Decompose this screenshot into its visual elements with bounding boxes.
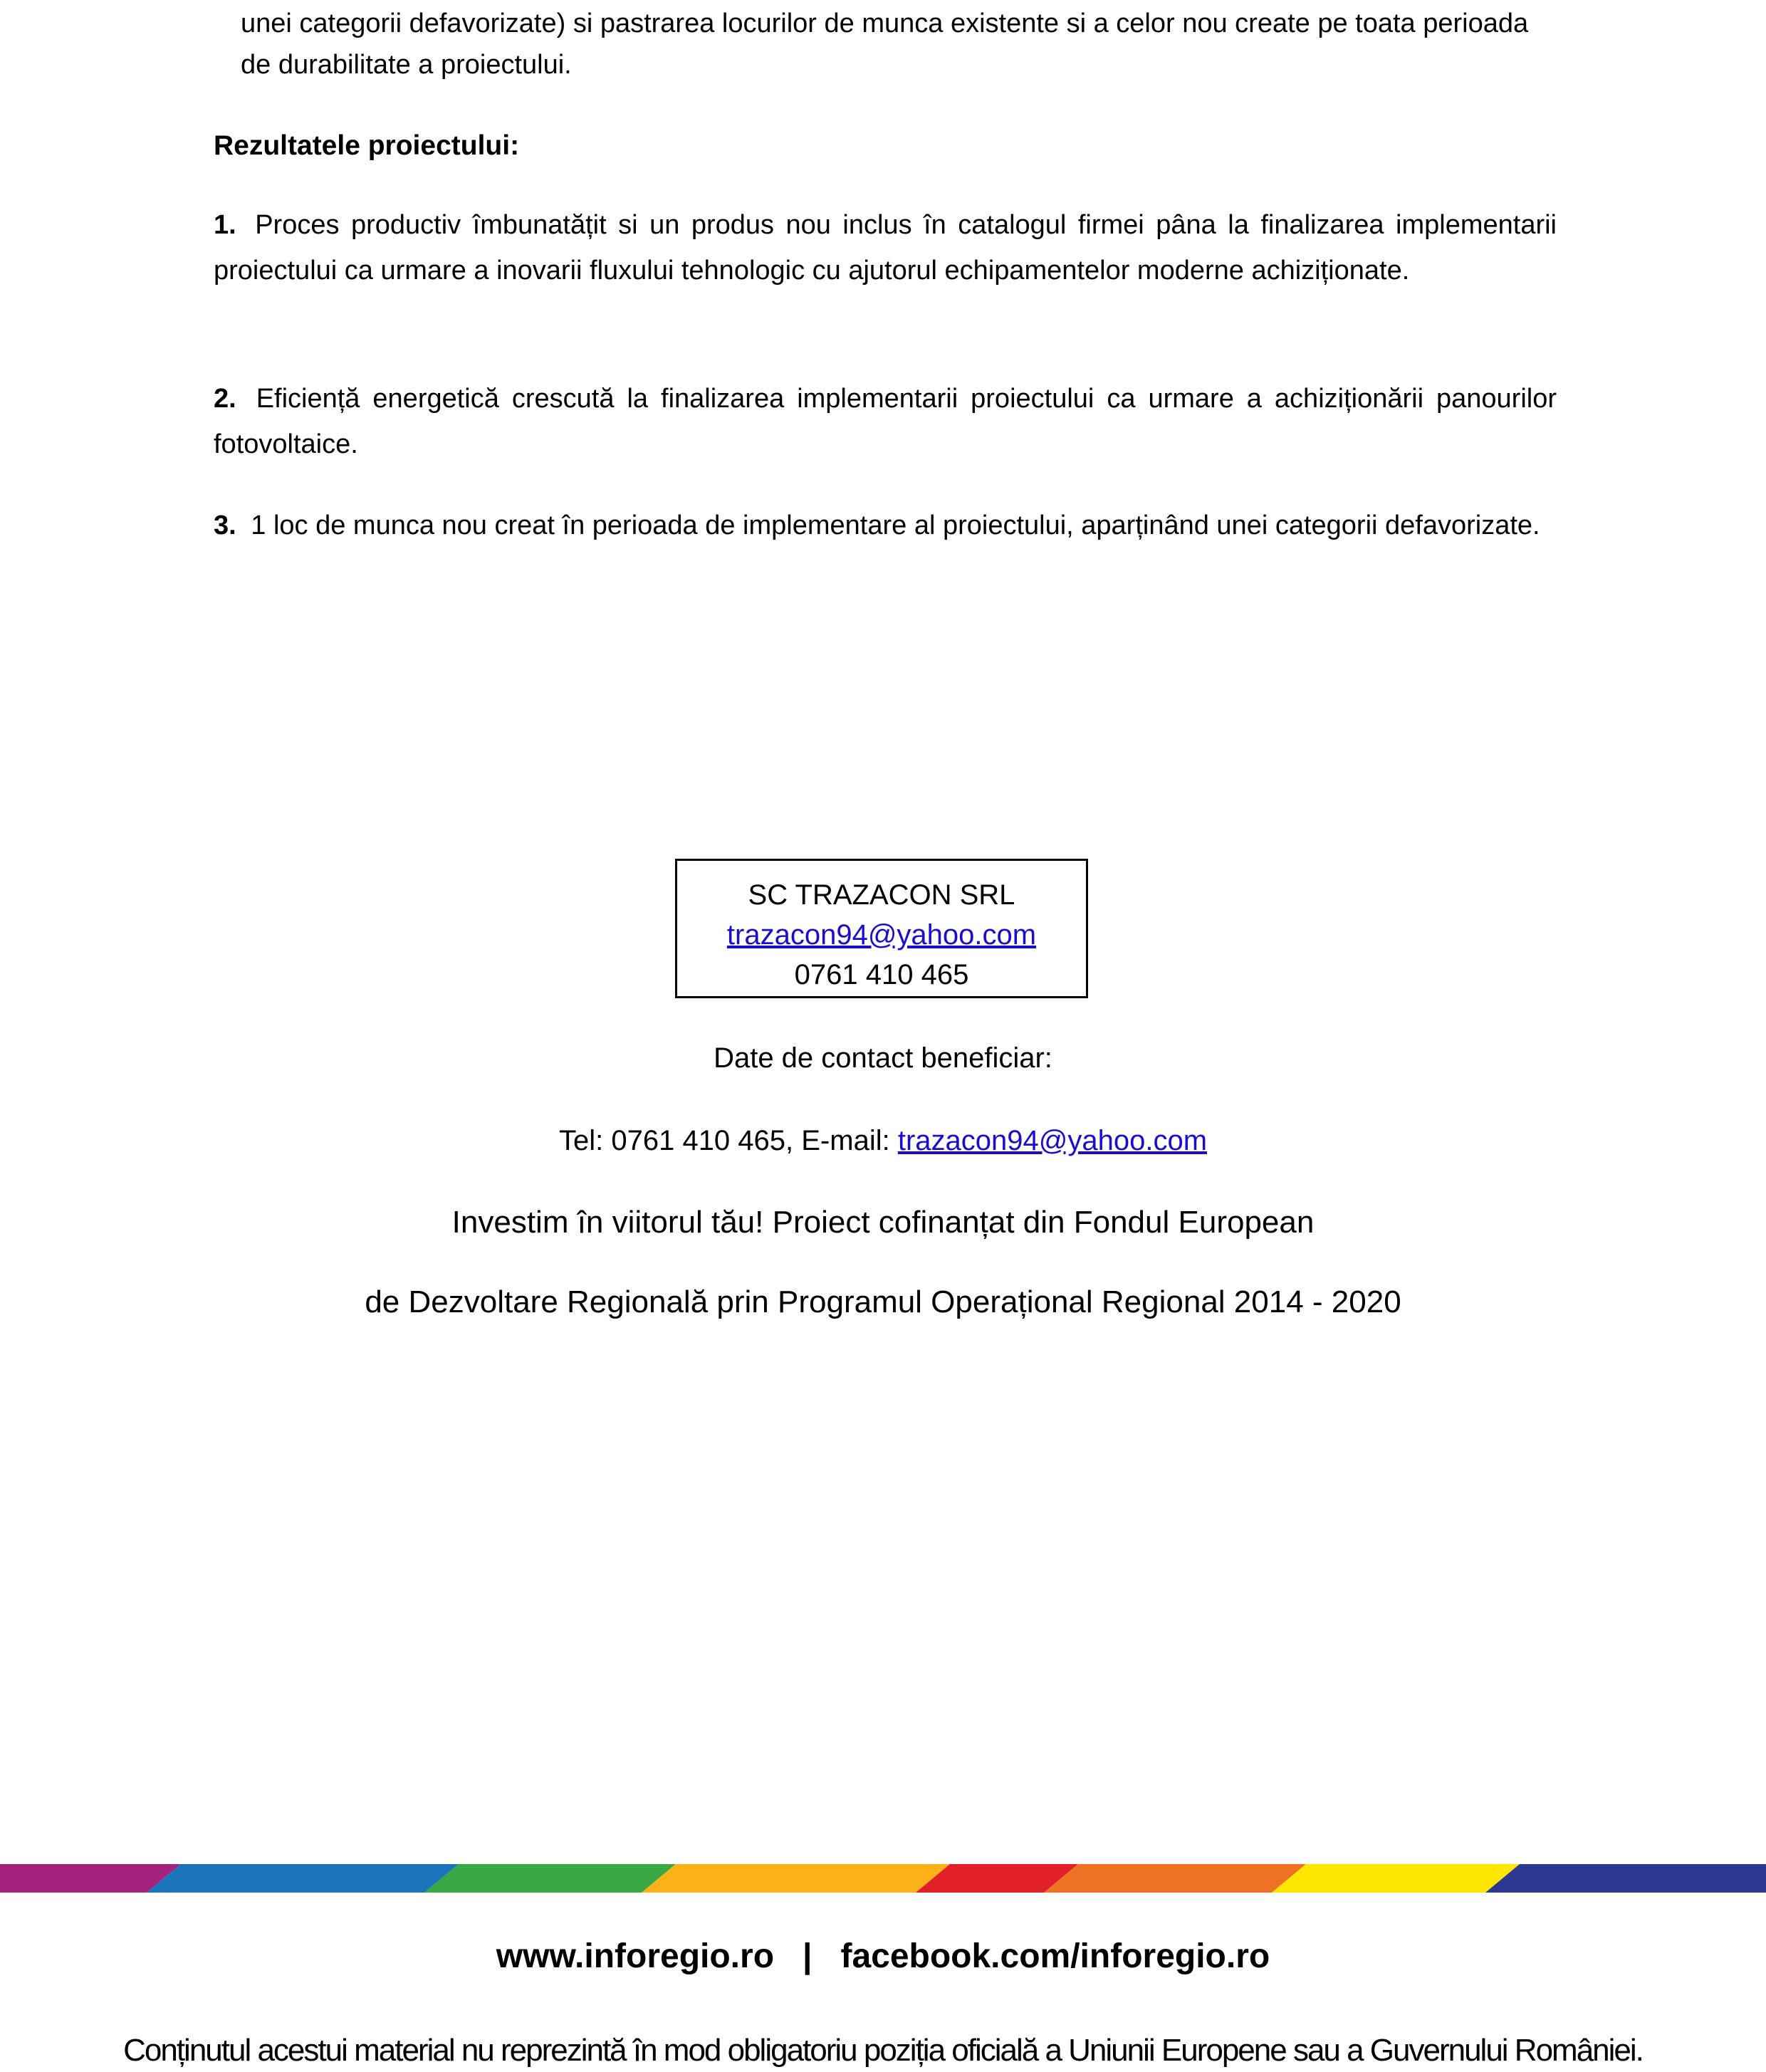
beneficiary-contact-line (0, 1122, 1766, 1159)
disclaimer: Conținutul acestui material nu reprezintă în mod obligatoriu poziția oficială a Uniunii Europene sau a Guvernului României. (123, 2033, 1643, 2068)
contact-box-email-link[interactable]: trazacon94@yahoo.com (726, 919, 1037, 951)
result-number: 2. (214, 384, 236, 414)
result-text: Eficiență energetică crescută la finalizarea implementarii proiectului ca urmare a achiziționării panourilor fotovoltaice. (214, 384, 1557, 459)
result-number: 1. (214, 210, 236, 240)
contact-box (675, 859, 1088, 998)
result-item-1 (214, 202, 1557, 293)
slogan-line-1: Investim în viitorul tău! Proiect cofinanțat din Fondul European (451, 1205, 1315, 1240)
color-bar-segment (642, 1864, 950, 1893)
result-text: 1 loc de munca nou creat în perioada de implementare al proiectului, aparținând unei categorii defavorizate. (251, 511, 1540, 540)
facebook-link[interactable]: facebook.com/inforegio.ro (840, 1937, 1270, 1975)
website-link[interactable]: www.inforegio.ro (496, 1937, 775, 1975)
color-bar-segment (1044, 1864, 1306, 1893)
intro-continued-text: unei categorii defavorizate) si pastrarea locurilor de munca existente si a celor nou create pe toata perioada de durabilitate a proiectului. (241, 9, 1529, 80)
footer-links (0, 1934, 1766, 1979)
color-bar-segment (1272, 1864, 1520, 1893)
slogan-line-2: de Dezvoltare Regională prin Programul Operațional Regional 2014 - 2020 (365, 1284, 1401, 1319)
result-item-3 (214, 503, 1557, 548)
result-item-2 (214, 376, 1557, 467)
company-name: SC TRAZACON SRL (748, 879, 1015, 911)
company-phone: 0761 410 465 (794, 959, 969, 990)
beneficiary-email-link[interactable]: trazacon94@yahoo.com (897, 1125, 1208, 1156)
color-bar-segment (147, 1864, 459, 1893)
result-number: 3. (214, 511, 236, 540)
color-bar-segment (424, 1864, 676, 1893)
results-heading: Rezultatele proiectului: (214, 130, 520, 161)
beneficiary-contact-prefix: Tel: 0761 410 465, E-mail: (558, 1125, 898, 1156)
footer-separator: | (803, 1937, 813, 1975)
beneficiary-contact-label: Date de contact beneficiar: (714, 1042, 1052, 1074)
result-text: Proces productiv îmbunatățit si un produs nou inclus în catalogul firmei pâna la finalizarea implementarii proiectului ca urmare a inovarii fluxului tehnologic cu ajutorul echipamentelor moderne achiziționate. (214, 210, 1557, 286)
footer-color-bar (0, 1864, 1766, 1893)
color-bar-segment (1485, 1864, 1766, 1893)
